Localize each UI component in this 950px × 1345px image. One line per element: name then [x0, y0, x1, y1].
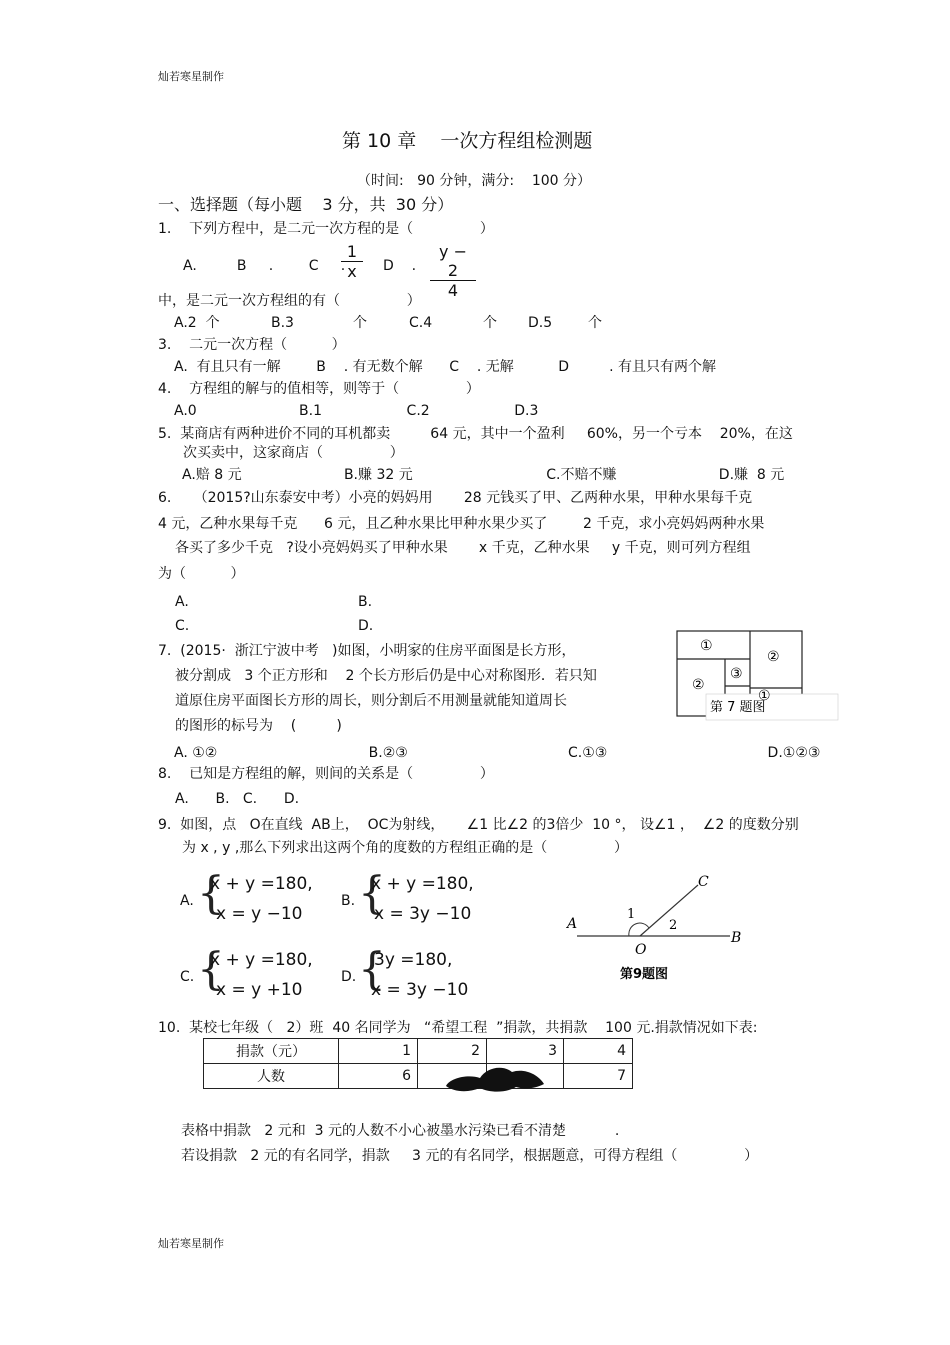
q1-fraction-1 [341, 242, 363, 281]
q10-line-2: 表格中捐款 2 元和 3 元的人数不小心被墨水污染已看不清楚 . [181, 1123, 620, 1139]
q7-mark-3: ③ [730, 666, 743, 682]
q1-frac1-numerator: 1 [341, 242, 363, 262]
q10-donation-table [203, 1038, 633, 1089]
q9-point-a: A [567, 916, 578, 932]
q5-line-2: 次买卖中，这家商店（ ） [183, 445, 404, 461]
q9-line-2: 为 x , y ,那么下列求出这两个角的度数的方程组正确的是（ ） [182, 840, 629, 856]
q8-options: A. B. C. D. [175, 791, 300, 807]
q9-option-d-eq2: x = 3y −10 [371, 980, 469, 1000]
q6-line-2: 4 元，乙种水果每千克 6 元，且乙种水果比甲种水果少买了 2 千克，求小亮妈妈两种水果 [158, 516, 765, 532]
q7-figure-label: 第 7 题图 [710, 700, 766, 715]
q9-option-d-brace: { [358, 944, 386, 995]
q9-option-d-label: D. [341, 969, 357, 985]
footer-watermark: 灿若寒星制作 [158, 1237, 224, 1250]
q1-frac2-denominator: 4 [447, 281, 459, 300]
q1-options: A. B . C . [183, 258, 346, 274]
q7-options: A. ①② B.②③ C.①③ D.①②③ [174, 745, 821, 761]
q9-line-1: 9. 如图，点 O在直线 AB上， OC为射线， ∠1 比∠2 的3倍少 10 °， 设∠1 ， ∠2 的度数分别 [158, 817, 799, 833]
q3-stem: 3. 二元一次方程（ ） [158, 337, 346, 353]
q7-line-3: 道原住房平面图长方形的周长，则分割后不用测量就能知道周长 [175, 693, 567, 709]
q4-stem: 4. 方程组的解与的值相等，则等于（ ） [158, 381, 480, 397]
q3-options: A. 有且只有一解 B . 有无数个解 C . 无解 D . 有且只有两个解 [174, 359, 716, 375]
q9-angle-figure [555, 866, 755, 996]
q6-option-d: D. [358, 618, 374, 634]
q2-option-b-unit: 个 [353, 315, 367, 331]
q8-stem: 8. 已知是方程组的解，则间的关系是（ ） [158, 766, 494, 782]
q9-option-b-eq1: x + y =180, [371, 874, 474, 894]
q9-option-c-brace: { [197, 944, 225, 995]
q6-line-1: 6. （2015?山东泰安中考）小亮的妈妈用 28 元钱买了甲、乙两种水果，甲种水果每千克 [158, 490, 753, 506]
header-watermark: 灿若寒星制作 [158, 70, 224, 83]
section-heading: 一、选择题（每小题 3 分，共 30 分） [158, 195, 454, 214]
q2-option-c-unit: 个 [483, 315, 497, 331]
q9-option-a-brace: { [197, 868, 225, 919]
table-cell: 1 [339, 1039, 418, 1064]
q9-option-a-eq1: x + y =180, [210, 874, 313, 894]
q7-mark-2: ② [767, 649, 780, 665]
q6-option-b: B. [358, 594, 373, 610]
table-cell: 3 [487, 1039, 564, 1064]
q9-option-d-eq1: 3y =180, [374, 950, 453, 970]
table-cell: 4 [564, 1039, 633, 1064]
q9-angle-2-label: 2 [669, 918, 678, 933]
q9-option-a-eq2: x = y −10 [216, 904, 303, 924]
table-cell: 人数 [204, 1064, 339, 1089]
q7-floorplan-figure [670, 626, 845, 722]
q9-option-c-label: C. [180, 969, 195, 985]
q7-line-4: 的图形的标号为 ( ) [175, 718, 342, 734]
table-cell: 2 [418, 1039, 487, 1064]
table-row [204, 1039, 633, 1064]
page-subtitle: （时间: 90 分钟，满分: 100 分） [357, 173, 592, 189]
q9-option-b-brace: { [358, 868, 386, 919]
q5-options: A.赔 8 元 B.赚 32 元 C.不赔不赚 D.赚 8 元 [182, 467, 785, 483]
q10-line-1: 10. 某校七年级（ 2）班 40 名同学为 “希望工程 ”捐款，共捐款 100 元.捐款情况如下表: [158, 1020, 758, 1036]
q5-line-1: 5. 某商店有两种进价不同的耳机都卖 64 元，其中一个盈利 60%，另一个亏本 20%，在这 [158, 426, 793, 442]
q9-option-c-eq1: x + y =180, [210, 950, 313, 970]
q2-stem: 中，是二元一次方程组的有（ ） [158, 293, 421, 309]
q7-mark-1: ① [700, 638, 713, 654]
table-cell: 7 [564, 1064, 633, 1089]
q9-option-b-eq2: x = 3y −10 [374, 904, 472, 924]
q1-stem: 1. 下列方程中，是二元一次方程的是（ ） [158, 221, 494, 237]
q1-frac2-numerator: y − 2 [430, 242, 476, 281]
q6-line-3: 各买了多少千克 ?设小亮妈妈买了甲种水果 x 千克，乙种水果 y 千克，则可列方程组 [175, 540, 751, 556]
q10-line-3: 若设捐款 2 元的有名同学，捐款 3 元的有名同学，根据题意，可得方程组（ ） [181, 1148, 759, 1164]
ink-blot [440, 1060, 550, 1096]
q9-option-a-label: A. [180, 893, 194, 909]
table-cell: 6 [339, 1064, 418, 1089]
q1-option-d: D . [383, 258, 417, 274]
q6-line-4: 为（ ） [158, 566, 245, 582]
q6-option-c: C. [175, 618, 190, 634]
q1-frac1-denominator: x [347, 262, 357, 281]
q7-mark-5: ① [758, 688, 771, 704]
q4-options: A.0 B.1 C.2 D.3 [174, 403, 539, 419]
q7-line-2: 被分割成 3 个正方形和 2 个长方形后仍是中心对称图形．若只知 [175, 668, 597, 684]
q7-mark-4: ② [692, 677, 705, 693]
q2-option-d: D.5 [528, 315, 553, 331]
q6-option-a: A. [175, 594, 189, 610]
q9-angle-1-label: 1 [627, 907, 636, 922]
q2-option-a: A.2 个 [174, 315, 220, 331]
q9-point-c: C [698, 874, 709, 890]
table-row [204, 1064, 633, 1089]
q9-option-c-eq2: x = y +10 [216, 980, 303, 1000]
table-cell: 捐款（元） [204, 1039, 339, 1064]
q9-point-b: B [731, 930, 742, 946]
q9-figure-label: 第9题图 [620, 967, 669, 982]
q1-fraction-2 [430, 242, 476, 300]
q2-option-c: C.4 [409, 315, 433, 331]
q7-line-1: 7. (2015· 浙江宁波中考 )如图，小明家的住房平面图是长方形， [158, 643, 576, 659]
q2-option-d-unit: 个 [588, 315, 602, 331]
q2-option-b: B.3 [271, 315, 294, 331]
q9-option-b-label: B. [341, 893, 356, 909]
q9-point-o: O [635, 942, 647, 958]
page-title: 第 10 章 一次方程组检测题 [342, 130, 593, 152]
